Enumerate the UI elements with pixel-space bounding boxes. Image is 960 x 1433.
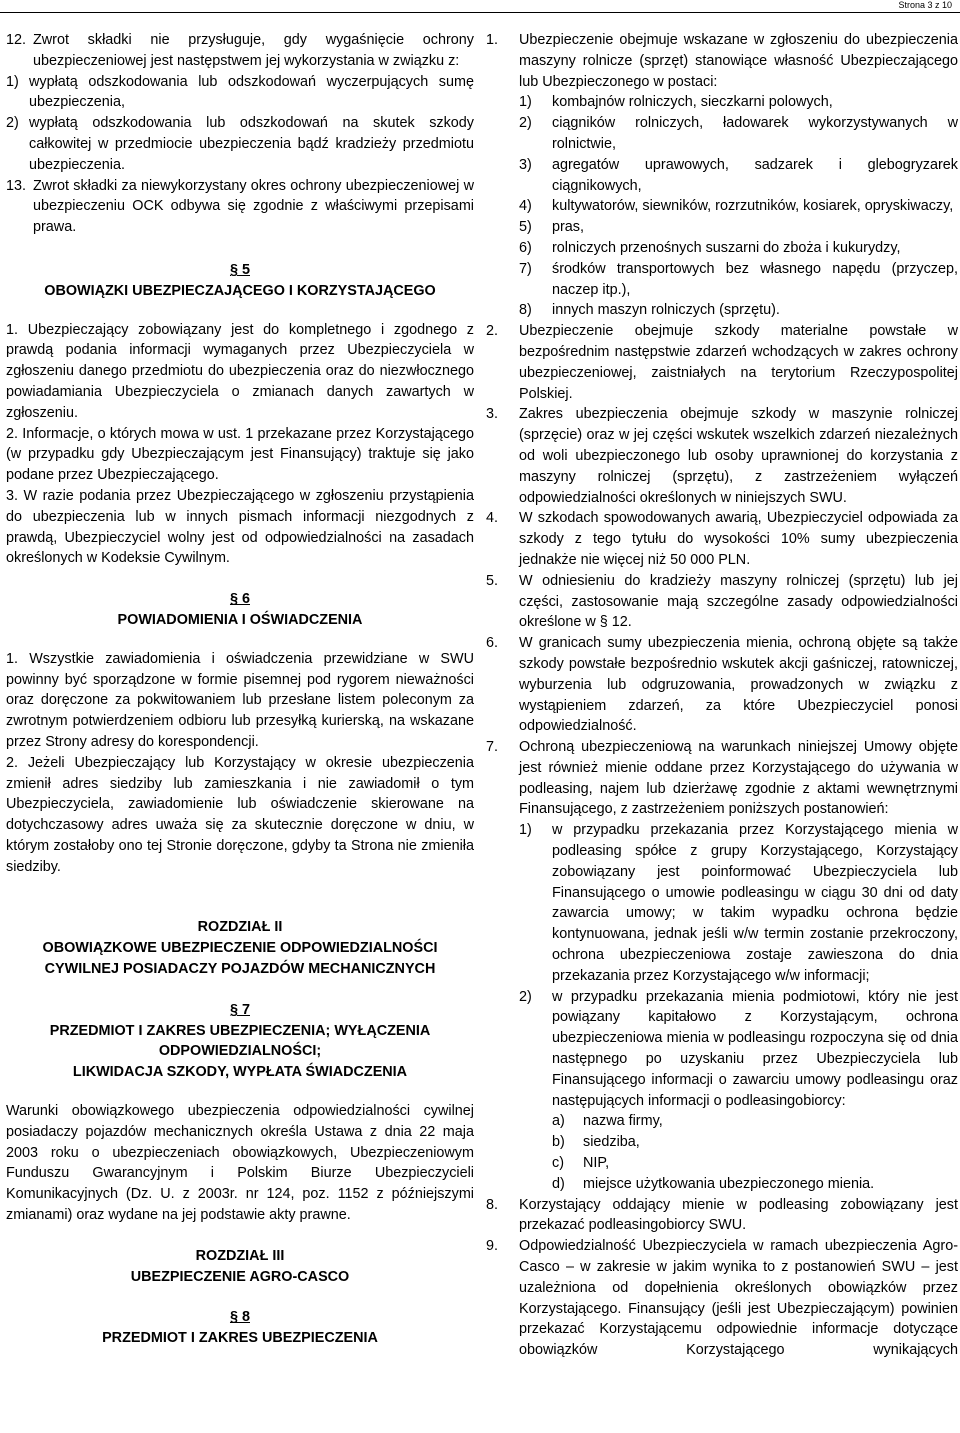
header-rule xyxy=(0,12,960,13)
item-text: Odpowiedzialność Ubezpieczyciela w ramach ubezpieczenia Agro-Casco – w zakresie w jakim wynika to z postanowień SWU – jest uzależniona od dopełnienia określonych obowiązków przez Korzystającego. Finansujący (jeśli jest Ubezpieczającym) powinien przekazać Korzystającemu odpowiednie informacje dotyczące obowiązków Korzystającego wynikających xyxy=(519,1238,958,1359)
sub-number: 7) xyxy=(519,260,532,277)
page-number: Strona 3 z 10 xyxy=(898,0,952,10)
list-item xyxy=(486,321,958,404)
sub-item xyxy=(519,196,958,217)
item-text: Korzystający oddający mienie w podleasing zobowiązany jest przekazać podleasingobiorcy SWU. xyxy=(519,1196,958,1234)
sub-number: 4) xyxy=(519,198,532,215)
section-title: PRZEDMIOT I ZAKRES UBEZPIECZENIA xyxy=(102,1330,378,1347)
paragraph-text: Zwrot składki nie przysługuje, gdy wygaśnięcie ochrony ubezpieczeniowej jest następstwem jej wykorzystania w związku z: xyxy=(33,32,474,69)
paragraph-number: 13. xyxy=(6,177,27,194)
section-paragraph: 2. Informacje, o których mowa w ust. 1 przekazane przez Korzystającego (w przypadku gdy Ubezpieczającym jest Finansujący) traktuje się jako podane przez Ubezpieczającego. xyxy=(6,425,474,484)
list-item xyxy=(486,571,958,633)
sub-text: kombajnów rolniczych, sieczkarni polowych, xyxy=(552,94,833,111)
list-item xyxy=(486,737,958,820)
left-column xyxy=(6,30,474,1349)
item-text: W szkodach spowodowanych awarią, Ubezpieczyciel odpowiada za szkody z tego tytułu do wysokości 10% sumy ubezpieczenia jednakże nie więcej niż 50 000 PLN. xyxy=(519,510,958,568)
list-number: 1) xyxy=(6,73,19,90)
sub-text: rolniczych przenośnych suszarni do zboża i kukurydzy, xyxy=(552,239,901,256)
sub-sub-text: NIP, xyxy=(583,1155,610,1172)
sub-sub-text: miejsce użytkowania ubezpieczonego mienia. xyxy=(583,1175,875,1192)
section-paragraph: 1. Ubezpieczający zobowiązany jest do kompletnego i zgodnego z prawdą podania informacji wymaganych przez Ubezpieczyciela w zgłoszeniu danego przedmiotu do ubezpieczenia oraz do niezwłocznego powiadamiania Ubezpieczyciela o zmianach danych zawartych w zgłoszeniu. xyxy=(6,321,474,421)
paragraph-number: 12. xyxy=(6,32,27,48)
section-number: § 8 xyxy=(229,1309,250,1326)
list-item xyxy=(486,1195,958,1237)
section-number: § 7 xyxy=(229,1001,250,1018)
section-title: LIKWIDACJA SZKODY, WYPŁATA ŚWIADCZENIA xyxy=(72,1064,408,1081)
right-column xyxy=(486,30,958,1361)
list-item xyxy=(486,633,958,737)
section-title: POWIADOMIENIA I OŚWIADCZENIA xyxy=(117,611,363,628)
sub-item xyxy=(519,92,958,113)
sub-text: agregatów uprawowych, sadzarek i glebogryzarek ciągnikowych, xyxy=(552,156,958,194)
sub-text: innych maszyn rolniczych (sprzętu). xyxy=(552,302,780,319)
item-number: 4. xyxy=(486,510,499,527)
item-number: 9. xyxy=(486,1238,499,1255)
section-title: PRZEDMIOT I ZAKRES UBEZPIECZENIA; WYŁĄCZENIA xyxy=(49,1022,431,1039)
sub-text: kultywatorów, siewników, rozrzutników, kosiarek, opryskiwaczy, xyxy=(552,198,954,215)
sub-sub-text: siedziba, xyxy=(583,1134,640,1151)
section-title: OBOWIĄZKI UBEZPIECZAJĄCEGO I KORZYSTAJĄCEGO xyxy=(44,282,436,299)
list-item xyxy=(486,1236,958,1361)
sub-item xyxy=(519,238,958,259)
sub-number: 3) xyxy=(519,156,532,173)
sub-item xyxy=(519,259,958,301)
list-item xyxy=(486,30,958,92)
sub-sub-letter: d) xyxy=(552,1175,565,1192)
section-paragraph: 2. Jeżeli Ubezpieczający lub Korzystający w okresie ubezpieczenia zmienił adres siedziby lub zamieszkania i nie zawiadomił o tym Ubezpieczyciela, zawiadomienie lub oświadczenie skierowane na dotychczasowy adres uważa się za skutecznie doręczone w dniu, w którym zostałoby ono tej Stronie doręczone, gdyby ta Strona nie zmieniła siedziby. xyxy=(6,754,474,875)
sub-item xyxy=(519,987,958,1112)
item-number: 8. xyxy=(486,1196,499,1213)
sub-item xyxy=(519,300,958,321)
section-paragraph: Warunki obowiązkowego ubezpieczenia odpowiedzialności cywilnej posiadaczy pojazdów mechanicznych określa Ustawa z dnia 22 maja 2003 roku o ubezpieczeniach obowiązkowych, Ubezpieczeniowym Funduszu Gwarancyjnym i Polskim Biurze Ubezpieczycieli Komunikacyjnych (Dz. U. z 2003r. nr 124, poz. 1152 z późniejszymi zmianami) oraz wydane na jej podstawie akty prawne. xyxy=(6,1103,474,1224)
chapter-title: UBEZPIECZENIE AGRO-CASCO xyxy=(130,1268,350,1285)
chapter-title: OBOWIĄZKOWE UBEZPIECZENIE ODPOWIEDZIALNOŚCI xyxy=(42,940,438,957)
item-text: Ochroną ubezpieczeniową na warunkach niniejszej Umowy objęte jest również mienie oddane przez Korzystającego do używania w podleasing, najem lub dzierżawę zgodnie z aktami wewnętrznymi Finansującego, z zastrzeżeniem poniższych postanowień: xyxy=(519,739,958,818)
sub-sub-item xyxy=(552,1153,958,1174)
sub-item xyxy=(519,820,958,986)
paragraph-13 xyxy=(6,176,474,238)
item-number: 5. xyxy=(486,572,499,589)
sub-sub-item xyxy=(552,1174,958,1195)
sub-sub-letter: c) xyxy=(552,1155,564,1172)
item-text: Ubezpieczenie obejmuje szkody materialne powstałe w bezpośrednim następstwie zdarzeń wchodzących w zakres ochrony ubezpieczeniowej, zaistniałych na terytorium Rzeczypospolitej Polskiej. xyxy=(519,323,958,402)
sub-number: 2) xyxy=(519,988,532,1005)
sub-number: 6) xyxy=(519,239,532,256)
section-number: § 5 xyxy=(229,261,250,278)
item-number: 1. xyxy=(486,32,499,48)
sub-text: środków transportowych bez własnego napędu (przyczep, naczep itp.), xyxy=(552,260,958,298)
sub-sub-item xyxy=(552,1111,958,1132)
sub-number: 1) xyxy=(519,94,532,111)
list-text: wypłatą odszkodowania lub odszkodowań na skutek szkody całkowitej w przedmiocie ubezpieczenia bądź kradzieży przedmiotu ubezpieczenia. xyxy=(29,115,474,173)
list-item xyxy=(486,508,958,570)
list-number: 2) xyxy=(6,115,19,132)
sub-number: 2) xyxy=(519,115,532,132)
list-text: wypłatą odszkodowania lub odszkodowań wyczerpujących sumę ubezpieczenia, xyxy=(29,73,474,111)
item-text: W odniesieniu do kradzieży maszyny rolniczej (sprzętu) lub jej części, zastosowanie mają szczególne zasady odpowiedzialności określone w § 12. xyxy=(519,572,958,631)
sub-sub-item xyxy=(552,1132,958,1153)
chapter-label: ROZDZIAŁ III xyxy=(195,1247,285,1264)
sub-sub-letter: b) xyxy=(552,1134,565,1151)
sub-item xyxy=(519,155,958,197)
section-title: ODPOWIEDZIALNOŚCI; xyxy=(158,1043,322,1060)
item-number: 6. xyxy=(486,635,499,652)
item-number: 3. xyxy=(486,406,499,423)
paragraph-12 xyxy=(6,30,474,72)
sub-sub-text: nazwa firmy, xyxy=(583,1113,663,1130)
page-header xyxy=(0,0,960,14)
section-paragraph: 3. W razie podania przez Ubezpieczającego w zgłoszeniu przystąpienia do ubezpieczenia lub w innych pismach informacji niezgodnych z prawdą, Ubezpieczyciel wolny jest od odpowiedzialności na zasadach określonych w Kodeksie Cywilnym. xyxy=(6,487,474,567)
sub-number: 5) xyxy=(519,219,532,236)
sub-sub-letter: a) xyxy=(552,1113,565,1130)
item-number: 2. xyxy=(486,323,499,340)
chapter-title: CYWILNEJ POSIADACZY POJAZDÓW MECHANICZNYCH xyxy=(44,961,436,978)
sub-text: ciągników rolniczych, ładowarek wykorzystywanych w rolnictwie, xyxy=(552,115,958,152)
list-item xyxy=(486,404,958,508)
list-item xyxy=(6,113,474,175)
sub-text: w przypadku przekazania przez Korzystającego mienia w podleasing spółce z grupy Korzystającego, Korzystający zobowiązany jest poinformować Ubezpieczyciela lub Finansującego o umowie podleasingu w ciągu 30 dni od daty zawarcia umowy; w takim wypadku ochrona będzie kontynuowana, jednak jeśli w/w termin zostanie przekroczony, ochrona ubezpieczeniowa zostaje zawieszona do dnia przekazania przez Korzystającego w/w informacji; xyxy=(552,822,958,984)
section-paragraph: 1. Wszystkie zawiadomienia i oświadczenia przewidziane w SWU powinny być sporządzone w formie pisemnej pod rygorem nieważności oraz doręczone za pokwitowaniem lub przesłane listem poleconym za zwrotnym potwierdzeniem odbioru lub przesyłką kurierską, na wskazane przez Strony adresy do korespondencji. xyxy=(6,650,474,750)
sub-number: 1) xyxy=(519,822,532,839)
chapter-label: ROZDZIAŁ II xyxy=(197,919,283,936)
section-number: § 6 xyxy=(229,591,250,608)
item-text: W granicach sumy ubezpieczenia mienia, ochroną objęte są także szkody powstałe bezpośrednio wskutek akcji gaśniczej, ratowniczej, wyburzenia lub odgruzowania, prowadzonych w związku z wystąpieniem zdarzeń, za które Ubezpieczyciel ponosi odpowiedzialność. xyxy=(519,635,958,735)
item-text: Ubezpieczenie obejmuje wskazane w zgłoszeniu do ubezpieczenia maszyny rolnicze (sprzęt) stanowiące własność Ubezpieczającego lub Ubezpieczonego w postaci: xyxy=(519,32,958,90)
paragraph-text: Zwrot składki za niewykorzystany okres ochrony ubezpieczeniowej w ubezpieczeniu OCK odbywa się zgodnie z właściwymi przepisami prawa. xyxy=(33,177,474,236)
sub-number: 8) xyxy=(519,302,532,319)
list-item xyxy=(6,72,474,114)
sub-text: pras, xyxy=(552,219,584,236)
sub-item xyxy=(519,113,958,155)
sub-text: w przypadku przekazania mienia podmiotowi, który nie jest powiązany kapitałowo z Korzystającym, ochrona ubezpieczeniowa mienia w podleasingu rozpoczyna się od dnia następnego po uzyskaniu przez Ubezpieczyciela lub Finansującego informacji o zawarciu umowy podleasingu oraz następujących informacji o podleasingobiorcy: xyxy=(552,988,958,1109)
sub-item xyxy=(519,217,958,238)
item-number: 7. xyxy=(486,739,499,756)
item-text: Zakres ubezpieczenia obejmuje szkody w maszynie rolniczej (sprzęcie) oraz w jej części wskutek wszelkich zdarzeń niezależnych od woli ubezpieczonego lub osoby uprawnionej do korzystania z maszyny rolniczej (sprzętu), z zastrzeżeniem wyłączeń odpowiedzialności określonych w niniejszych SWU. xyxy=(519,406,958,506)
